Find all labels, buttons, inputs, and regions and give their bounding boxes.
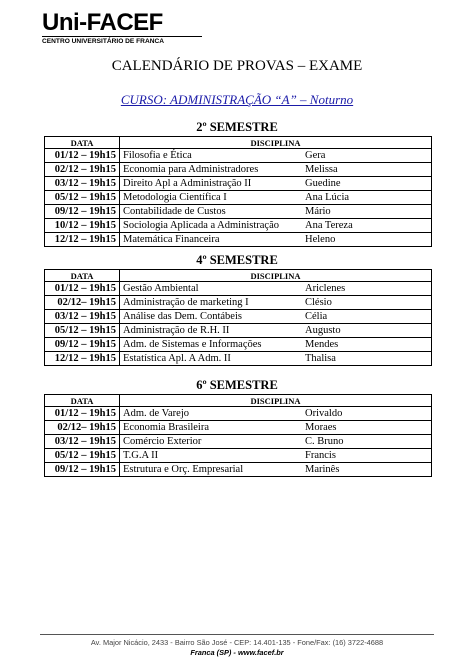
semester-title: 2º SEMESTRE bbox=[196, 120, 278, 134]
table-row bbox=[45, 435, 432, 449]
column-header-subject: DISCIPLINA bbox=[120, 137, 432, 149]
subject-name: Estatística Apl. A Adm. II bbox=[120, 352, 303, 366]
schedule-table bbox=[44, 269, 432, 366]
exam-date: 01/12 – 19h15 bbox=[45, 407, 120, 421]
subject-name: Estrutura e Orç. Empresarial bbox=[120, 463, 303, 477]
teacher-name: Ariclenes bbox=[302, 282, 432, 296]
teacher-name: Gera bbox=[302, 149, 432, 163]
subject-name: Filosofia e Ética bbox=[120, 149, 303, 163]
subject-name: Administração de R.H. II bbox=[120, 324, 303, 338]
subject-name: Adm. de Varejo bbox=[120, 407, 303, 421]
subject-name: Contabilidade de Custos bbox=[120, 205, 303, 219]
semester-title: 4º SEMESTRE bbox=[196, 253, 278, 267]
exam-date: 01/12 – 19h15 bbox=[45, 149, 120, 163]
logo-wordmark: Uni-FACEF bbox=[42, 9, 163, 36]
exam-date: 03/12 – 19h15 bbox=[45, 177, 120, 191]
teacher-name: Heleno bbox=[302, 233, 432, 247]
table-row bbox=[45, 310, 432, 324]
institution-logo bbox=[42, 10, 202, 50]
teacher-name: Orivaldo bbox=[302, 407, 432, 421]
semester-title: 6º SEMESTRE bbox=[196, 378, 278, 392]
exam-date: 03/12 – 19h15 bbox=[45, 435, 120, 449]
teacher-name: Ana Tereza bbox=[302, 219, 432, 233]
exam-date: 02/12– 19h15 bbox=[45, 296, 120, 310]
page-footer bbox=[40, 634, 434, 658]
schedule-table bbox=[44, 136, 432, 247]
exam-date: 12/12 – 19h15 bbox=[45, 352, 120, 366]
table-header-row bbox=[45, 270, 432, 282]
exam-date: 02/12– 19h15 bbox=[45, 421, 120, 435]
subject-name: Metodologia Científica I bbox=[120, 191, 303, 205]
table-row bbox=[45, 463, 432, 477]
column-header-date: DATA bbox=[45, 137, 120, 149]
column-header-date: DATA bbox=[45, 395, 120, 407]
teacher-name: Moraes bbox=[302, 421, 432, 435]
table-header-row bbox=[45, 395, 432, 407]
exam-date: 09/12 – 19h15 bbox=[45, 463, 120, 477]
table-row bbox=[45, 338, 432, 352]
exam-date: 05/12 – 19h15 bbox=[45, 191, 120, 205]
teacher-name: Ana Lúcia bbox=[302, 191, 432, 205]
table-row bbox=[45, 421, 432, 435]
table-row bbox=[45, 324, 432, 338]
exam-date: 01/12 – 19h15 bbox=[45, 282, 120, 296]
schedule-table bbox=[44, 394, 432, 477]
column-header-date: DATA bbox=[45, 270, 120, 282]
table-row bbox=[45, 296, 432, 310]
column-header-subject: DISCIPLINA bbox=[120, 270, 432, 282]
table-row bbox=[45, 177, 432, 191]
teacher-name: Mário bbox=[302, 205, 432, 219]
table-row bbox=[45, 407, 432, 421]
table-row bbox=[45, 352, 432, 366]
teacher-name: Marinês bbox=[302, 463, 432, 477]
subject-name: Economia Brasileira bbox=[120, 421, 303, 435]
subject-name: Direito Apl a Administração II bbox=[120, 177, 303, 191]
table-row bbox=[45, 205, 432, 219]
course-title: CURSO: ADMINISTRAÇÃO “A” – Noturno bbox=[120, 92, 354, 107]
subject-name: Matemática Financeira bbox=[120, 233, 303, 247]
table-row bbox=[45, 191, 432, 205]
subject-name: Economia para Administradores bbox=[120, 163, 303, 177]
exam-date: 05/12 – 19h15 bbox=[45, 449, 120, 463]
exam-date: 09/12 – 19h15 bbox=[45, 338, 120, 352]
table-row bbox=[45, 282, 432, 296]
teacher-name: C. Bruno bbox=[302, 435, 432, 449]
exam-date: 10/12 – 19h15 bbox=[45, 219, 120, 233]
subject-name: Adm. de Sistemas e Informações bbox=[120, 338, 303, 352]
teacher-name: Francis bbox=[302, 449, 432, 463]
subject-name: Gestão Ambiental bbox=[120, 282, 303, 296]
subject-name: T.G.A II bbox=[120, 449, 303, 463]
exam-date: 05/12 – 19h15 bbox=[45, 324, 120, 338]
teacher-name: Célia bbox=[302, 310, 432, 324]
subject-name: Análise das Dem. Contábeis bbox=[120, 310, 303, 324]
subject-name: Sociologia Aplicada a Administração bbox=[120, 219, 303, 233]
table-row bbox=[45, 233, 432, 247]
column-header-subject: DISCIPLINA bbox=[120, 395, 432, 407]
table-row bbox=[45, 219, 432, 233]
exam-date: 03/12 – 19h15 bbox=[45, 310, 120, 324]
exam-date: 02/12 – 19h15 bbox=[45, 163, 120, 177]
document-title: CALENDÁRIO DE PROVAS – EXAME bbox=[111, 58, 363, 74]
table-row bbox=[45, 149, 432, 163]
exam-date: 09/12 – 19h15 bbox=[45, 205, 120, 219]
teacher-name: Mendes bbox=[302, 338, 432, 352]
table-row bbox=[45, 449, 432, 463]
subject-name: Comércio Exterior bbox=[120, 435, 303, 449]
table-header-row bbox=[45, 137, 432, 149]
logo-subtitle: CENTRO UNIVERSITÁRIO DE FRANCA bbox=[42, 36, 202, 46]
teacher-name: Augusto bbox=[302, 324, 432, 338]
teacher-name: Clésio bbox=[302, 296, 432, 310]
teacher-name: Thalisa bbox=[302, 352, 432, 366]
teacher-name: Melissa bbox=[302, 163, 432, 177]
footer-website: Franca (SP) - www.facef.br bbox=[190, 648, 284, 657]
table-row bbox=[45, 163, 432, 177]
subject-name: Administração de marketing I bbox=[120, 296, 303, 310]
teacher-name: Guedine bbox=[302, 177, 432, 191]
footer-address: Av. Major Nicácio, 2433 - Bairro São José - CEP: 14.401-135 - Fone/Fax: (16) 3722-4688 bbox=[90, 638, 384, 647]
exam-date: 12/12 – 19h15 bbox=[45, 233, 120, 247]
